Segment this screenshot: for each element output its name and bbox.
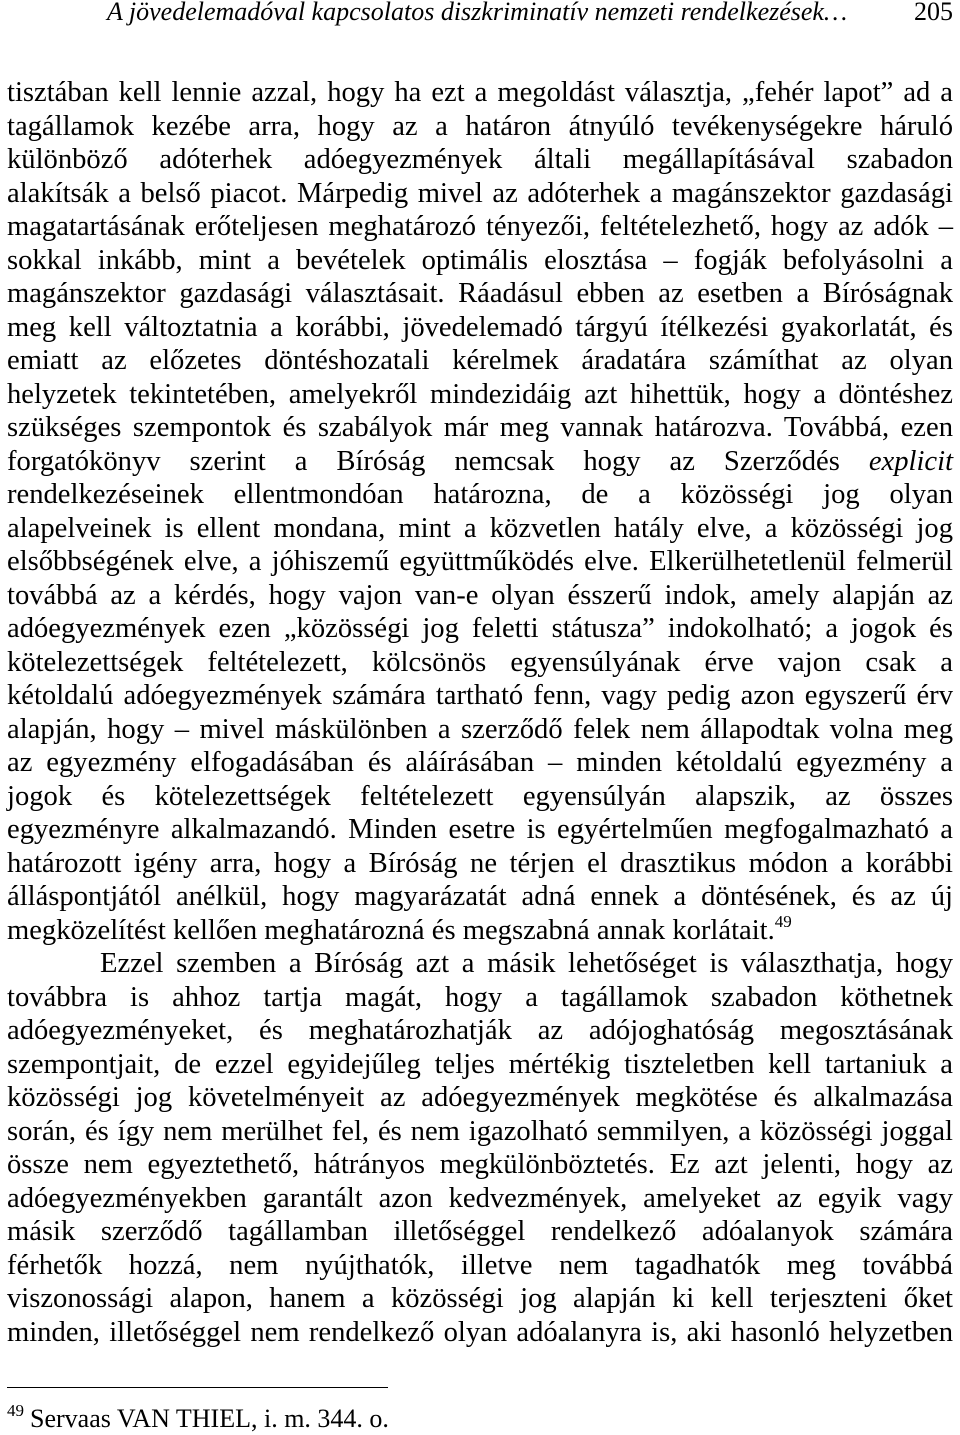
- body-line: magánszektor gazdasági választásait. Ráadásul ebben az esetben a Bíróságnak: [7, 278, 953, 309]
- body-line: meg kell változtatnia a korábbi, jövedelemadó tárgyú ítélkezési gyakorlatát, és: [7, 311, 953, 343]
- body-line: emiatt az előzetes döntéshozatali kérelmek áradatára számíthat az olyan: [7, 345, 953, 376]
- body-line: adóegyezményeket, és meghatározhatják az adójoghatóság megosztásának: [7, 1015, 953, 1046]
- emphasized-word: explicit: [868, 445, 954, 477]
- body-line: egyezményre alkalmazandó. Minden esetre is egyértelműen megfogalmazható a: [7, 814, 953, 845]
- body-line: határozott igény arra, hogy a Bíróság ne térjen el drasztikus módon a korábbi: [7, 847, 953, 879]
- body-line: adóegyezményekben garantált azon kedvezmények, amelyeket az egyik vagy: [7, 1182, 953, 1214]
- body-text: [7, 76, 953, 1349]
- paragraph: [7, 76, 953, 947]
- body-line: tagállamok kezébe arra, hogy az a határon átnyúló tevékenységekre háruló: [7, 110, 953, 142]
- footnote-reference: 49: [774, 911, 792, 931]
- body-line: tisztában kell lennie azzal, hogy ha ezt a megoldást választja, „fehér lapot” ad a: [7, 77, 953, 108]
- body-line: álláspontjától anélkül, hogy magyarázatát adná ennek a döntésének, és az új: [7, 881, 953, 912]
- body-line: [7, 445, 953, 479]
- body-line: viszonossági alapon, hanem a közösségi jog alapján ki kell terjeszteni őket: [7, 1283, 953, 1314]
- body-line: magatartásának erőteljesen meghatározó tényezői, feltételezhető, hogy az adók –: [7, 211, 953, 242]
- body-line: elsőbbségének elve, a jóhiszemű együttműködés elve. Elkerülhetetlenül felmerül: [7, 546, 953, 577]
- body-line: alapján, hogy – mivel máskülönben a szerződő felek nem állapodtak volna meg: [7, 713, 953, 745]
- footnote-separator: [7, 1387, 388, 1388]
- page-number: 205: [914, 0, 953, 26]
- body-line: helyzetek tekintetében, amelyekről mindezidáig azt hihettük, hogy a döntéshez: [7, 378, 953, 410]
- body-line: továbbra is ahhoz tartja magát, hogy a tagállamok szabadon köthetnek: [7, 981, 953, 1013]
- body-line: adóegyezmények ezen „közösségi jog feletti státusza” indokolható; a jogok és: [7, 613, 953, 644]
- body-line: [7, 911, 953, 948]
- body-line: alakítsák a belső piacot. Márpedig mivel az adóterhek a magánszektor gazdasági: [7, 177, 953, 209]
- body-line: össze nem egyeztethető, hátrányos megkülönböztetés. Ez azt jelenti, hogy az: [7, 1149, 953, 1180]
- body-line: szempontjait, de ezzel egyidejűleg teljes mértékig tiszteletben kell tartaniuk a: [7, 1048, 953, 1080]
- body-line: másik szerződő tagállamban illetőséggel rendelkező adóalanyok számára: [7, 1216, 953, 1247]
- body-line: kötelezettségek feltételezett, kölcsönös egyensúlyának érve vajon csak a: [7, 646, 953, 678]
- body-line: Ezzel szemben a Bíróság azt a másik lehetőséget is választhatja, hogy: [100, 948, 953, 979]
- body-line: minden, illetőséggel nem rendelkező olyan adóalanyra is, aki hasonló helyzetben: [7, 1316, 953, 1348]
- body-line: sokkal inkább, mint a bevételek optimális elosztása – fogják befolyásolni a: [7, 244, 953, 276]
- footnote-text: Servaas VAN THIEL, i. m. 344. o.: [30, 1404, 389, 1433]
- footnote: [7, 1401, 389, 1434]
- body-line: alapelveinek is ellent mondana, mint a közvetlen hatály elve, a közösségi jog: [7, 512, 953, 544]
- body-line: továbbá az a kérdés, hogy vajon van-e olyan ésszerű indok, amely alapján az: [7, 579, 953, 611]
- text-run: forgatókönyv szerint a Bíróság nemcsak hogy az Szerződés: [7, 445, 840, 477]
- body-line: rendelkezéseinek ellentmondóan határozna, de a közösségi jog olyan: [7, 479, 953, 510]
- footnote-number: 49: [7, 1401, 24, 1420]
- body-line: szükséges szempontok és szabályok már meg vannak határozva. Továbbá, ezen: [7, 412, 953, 443]
- body-line: férhetők hozzá, nem nyújthatók, illetve nem tagadhatók meg továbbá: [7, 1249, 953, 1281]
- running-head-title: A jövedelemadóval kapcsolatos diszkriminatív nemzeti rendelkezések…: [107, 0, 848, 26]
- body-line: az egyezmény elfogadásában és aláírásában – minden kétoldalú egyezmény a: [7, 747, 953, 778]
- body-line: során, és így nem merülhet fel, és nem igazolható semmilyen, a közösségi joggal: [7, 1115, 953, 1147]
- body-line: különböző adóterhek adóegyezmények általi megállapításával szabadon: [7, 144, 953, 175]
- body-line: jogok és kötelezettségek feltételezett egyensúlyán alapszik, az összes: [7, 780, 953, 812]
- body-line: közösségi jog követelményeit az adóegyezmények megkötése és alkalmazása: [7, 1082, 953, 1113]
- body-line: kétoldalú adóegyezmények számára tartható fenn, vagy pedig azon egyszerű érv: [7, 680, 953, 711]
- paragraph: [7, 947, 953, 1349]
- text-run: megközelítést kellően meghatározná és megszabná annak korlátait.: [7, 914, 775, 946]
